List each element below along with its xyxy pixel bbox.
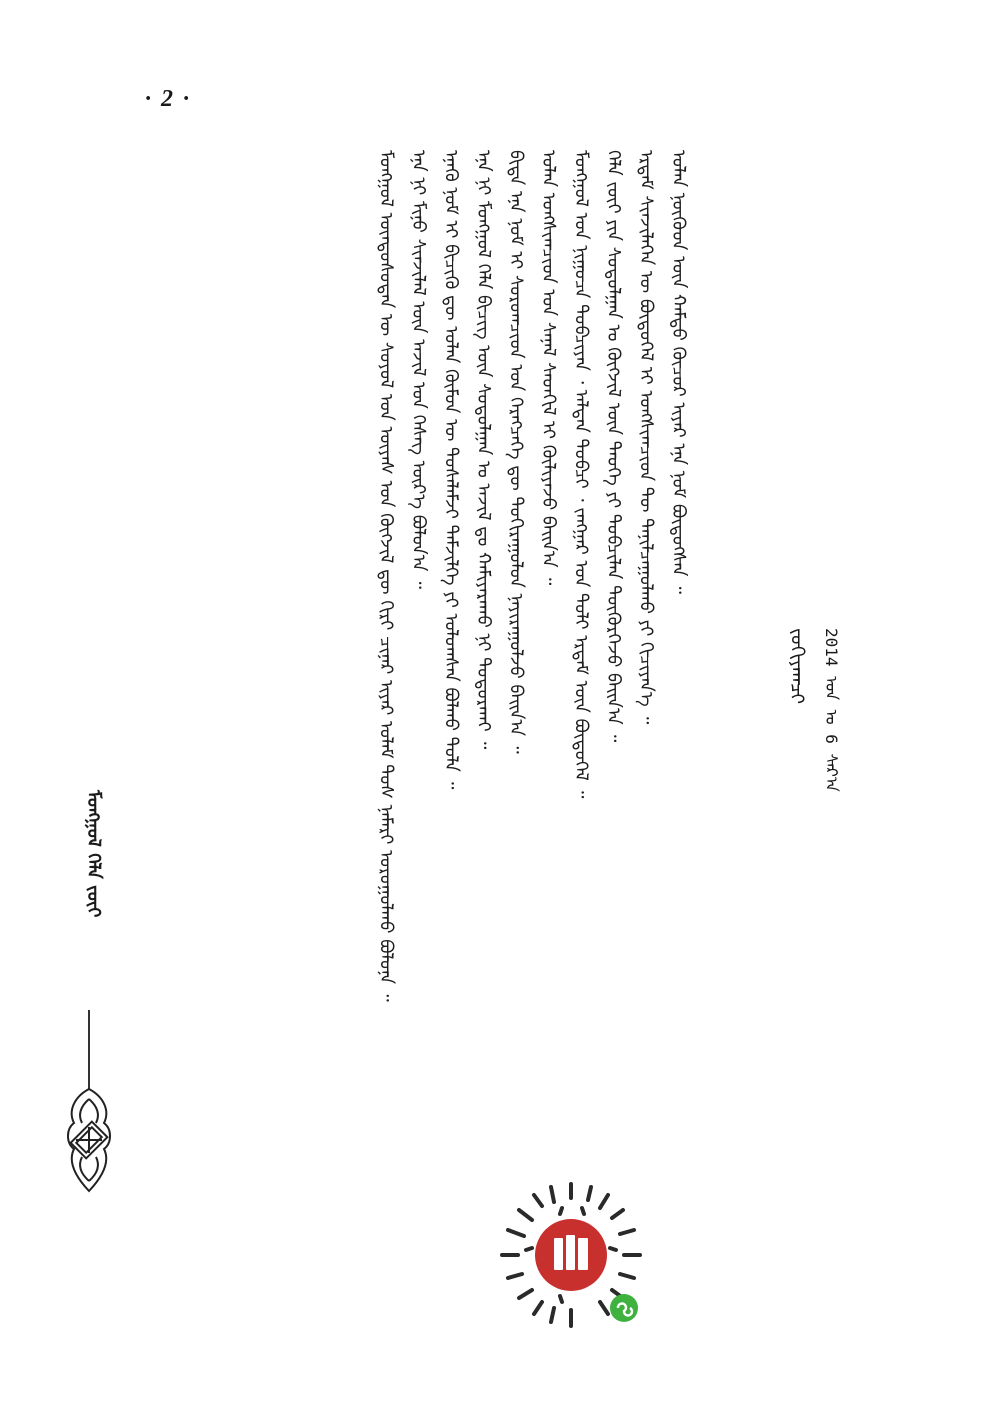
- text-column: ᠡᠷᠳᠡᠮ ᠰᠢᠨᠵᠢᠯᠡᠭᠡᠨ ᠦ ᠪᠦᠲᠦᠭᠡᠯ ᠢ ᠤᠩᠰᠢᠭᠴᠢᠳ ᠲᠦ ᠲᠠᠨᠢᠯᠴᠠᠭᠤᠯᠬᠤ ᠶᠢ ᠬᠢᠴᠢᠶᠡᠨ᠎ᠡ ᠃: [635, 150, 657, 725]
- running-footer-title: ᠮᠣᠩᠭᠣᠯ ᠬᠡᠯᠡ ᠵᠦᠢ: [83, 790, 104, 918]
- mini-program-qr-icon[interactable]: [496, 1180, 646, 1330]
- text-column: ᠬᠡᠯᠡ ᠵᠦᠢ ᠶᠢᠨ ᠰᠤᠳᠤᠯᠭᠠᠨ ᠤ ᠬᠥᠭᠵᠢᠯ ᠦᠨ ᠲᠡᠦᠬᠡ ᠶᠢ ᠲᠣᠪᠴᠢᠯᠠᠨ ᠳᠦᠭᠦᠷᠭᠡᠵᠦ ᠪᠠᠢᠨ᠎ᠠ ᠃: [603, 150, 624, 743]
- text-column: ᠡᠨᠡᠬᠦ ᠨᠣᠮ ᠢ ᠪᠢᠴᠢᠬᠦ ᠳᠦ ᠣᠯᠠᠨ ᠬᠦᠮᠦᠨ ᠦ ᠲᠤᠰᠠᠯᠠᠮᠵᠢ ᠳᠡᠮᠵᠢᠯᠭᠡ ᠶᠢ ᠣᠯᠤᠭᠰᠠᠨ ᠪᠣᠯᠬᠤ ᠲᠤᠯᠠ ᠃: [440, 150, 462, 790]
- text-column: ᠣᠯᠠᠨ ᠤᠩᠰᠢᠭᠴᠢᠳ ᠤᠨ ᠰᠠᠨᠠᠯ ᠰᠡᠳᠬᠢᠯ ᠢ ᠬᠦᠯᠢᠶᠡᠵᠦ ᠪᠠᠢᠨ᠎ᠠ ᠃: [538, 150, 559, 586]
- body-text: [369, 150, 694, 1290]
- footer-rule: [88, 1010, 90, 1090]
- text-column: ᠡᠨᠡ ᠨᠢ ᠮᠢᠨᠤ ᠰᠢᠨᠵᠢᠯᠡᠯ ᠦᠨ ᠠᠵᠢᠯ ᠤᠨ ᠬᠡᠰᠡᠭ ᠦᠷ᠎ᠡ ᠪᠣᠯᠤᠨ᠎ᠠ ᠃: [408, 150, 429, 589]
- text-column: ᠮᠣᠩᠭᠣᠯ ᠦᠨᠳᠦᠰᠦᠲᠡᠨ ᠦ ᠰᠣᠶᠣᠯ ᠤᠨ ᠦᠶᠡᠰ ᠤᠨ ᠬᠥᠭᠵᠢᠯ ᠳᠦ ᠬᠢᠷᠢ ᠴᠢᠨᠠᠷ ᠢᠶᠠᠷ ᠤᠯᠠᠮ ᠲᠤᠰ ᠨᠡᠮᠡᠷᠢ ᠣᠷᠤᠭᠤᠯᠬᠤ ᠪᠣᠯᠤᠨᠠ ᠃: [375, 150, 397, 1002]
- mini-program-badge-icon: [610, 1294, 638, 1322]
- text-column: ᠣᠯᠠᠨ ᠨᠥᠬᠦᠳ ᠦᠨ ᠬᠠᠮᠲᠤ ᠬᠦᠴᠦᠷ ᠢᠶᠡᠷ ᠡᠨᠡ ᠨᠣᠮ ᠪᠦᠲᠦᠭᠰᠡᠨ ᠃: [668, 150, 689, 594]
- text-column: ᠪᠢᠳᠡ ᠡᠨᠡ ᠨᠣᠮ ᠢ ᠰᠤᠷᠤᠭᠴᠢᠳ ᠤᠨ ᠬᠡᠷᠡᠭᠴᠡᠭᠡ ᠳᠦ ᠲᠣᠬᠢᠷᠠᠭᠤᠯᠤᠨ ᠨᠠᠶᠢᠷᠠᠭᠤᠯᠵᠤ ᠪᠠᠢᠨ᠎ᠠ ᠃: [505, 150, 527, 754]
- text-column: ᠮᠣᠩᠭᠣᠯ ᠤᠨ ᠨᠢᠭᠤᠴᠠ ᠲᠣᠪᠴᠢᠶᠠᠨ ᠂ ᠠᠯᠲᠠᠨ ᠲᠣᠪᠴᠢ ᠂ ᠵᠠᠩᠭᠠᠷ ᠤᠨ ᠲᠣᠯᠢ ᠡᠷᠳᠡᠮ ᠦᠨ ᠪᠦᠲᠦᠭᠡᠯ ᠃: [570, 150, 592, 799]
- endless-knot-icon: [60, 1085, 118, 1195]
- signature-author: ᠵᠣᠬᠢᠶᠠᠭᠴᠢ: [786, 628, 808, 705]
- text-column: ᠡᠨᠡ ᠨᠢ ᠮᠣᠩᠭᠣᠯ ᠬᠡᠯᠡ ᠪᠢᠴᠢᠭ ᠦᠨ ᠰᠤᠳᠤᠯᠭᠠᠨ ᠤ ᠠᠵᠢᠯ ᠳᠤ ᠬᠠᠮᠢᠶᠠᠷᠠᠬᠤ ᠨᠢ ᠲᠣᠳᠤᠷᠬᠠᠢ ᠃: [473, 150, 494, 750]
- page-number: · 2 ·: [145, 86, 191, 112]
- signature-block: [780, 628, 848, 1428]
- signature-date: 2014 ᠣᠨ ᠤ 6 ᠰᠠᠷ᠎ᠠ: [822, 628, 841, 792]
